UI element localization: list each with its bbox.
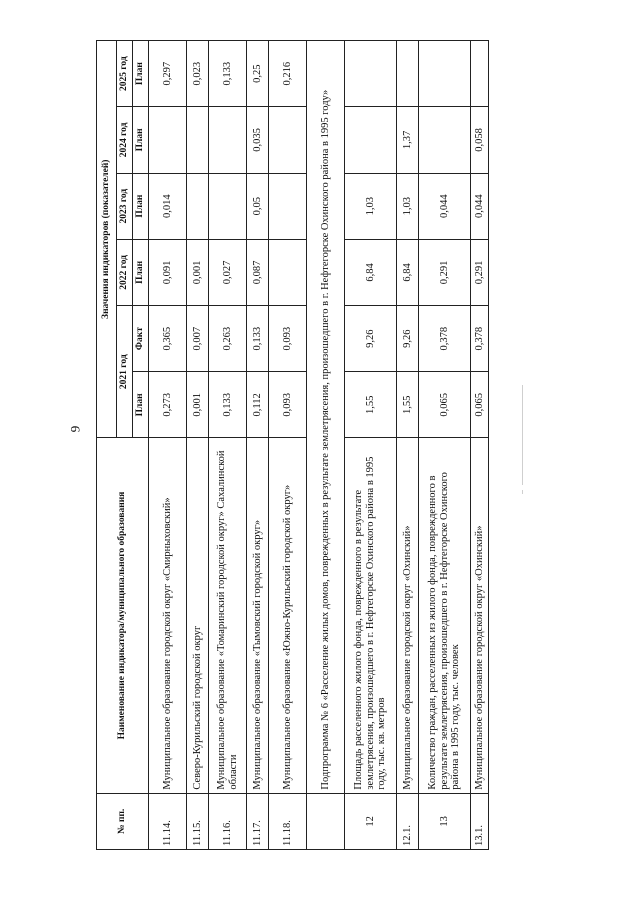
value-cell (419, 41, 471, 107)
value-cell: 0,065 (471, 372, 489, 438)
row-number: 11.17. (247, 793, 269, 849)
subprogram-row (307, 41, 345, 850)
header-year: 2022 год (117, 239, 133, 305)
value-cell: 9,26 (397, 306, 419, 372)
value-cell: 0,001 (187, 372, 209, 438)
value-cell: 0,093 (269, 306, 307, 372)
header-year: 2021 год (117, 306, 133, 438)
value-cell: 0,007 (187, 306, 209, 372)
table-row (149, 41, 187, 850)
row-number: 13.1. (471, 793, 489, 849)
value-cell (419, 107, 471, 173)
value-cell: 6,84 (345, 239, 397, 305)
value-cell (471, 41, 489, 107)
value-cell: 0,263 (209, 306, 247, 372)
row-number: 11.16. (209, 793, 247, 849)
row-number: 13 (419, 793, 471, 849)
table-row (247, 41, 269, 850)
indicator-name: Муниципальное образование городской округ «Охинский» (471, 438, 489, 793)
indicator-name: Муниципальное образование «Томаринский городской округ» Сахалинской области (209, 438, 247, 793)
value-cell: 0,273 (149, 372, 187, 438)
value-cell: 0,291 (419, 239, 471, 305)
value-cell: 0,023 (187, 41, 209, 107)
indicator-name: Северо-Курильский городской округ (187, 438, 209, 793)
value-cell: 0,133 (209, 372, 247, 438)
header-year: 2023 год (117, 173, 133, 239)
value-cell (187, 107, 209, 173)
indicator-name: Муниципальное образование городской округ «Смирныховский» (149, 438, 187, 793)
value-cell: 0,378 (471, 306, 489, 372)
value-cell: 0,014 (149, 173, 187, 239)
value-cell: 0,058 (471, 107, 489, 173)
header-sub: План (133, 372, 149, 438)
value-cell: 0,05 (247, 173, 269, 239)
value-cell (187, 173, 209, 239)
scan-mark (522, 490, 523, 494)
header-sub: План (133, 107, 149, 173)
header-year: 2024 год (117, 107, 133, 173)
value-cell: 6,84 (397, 239, 419, 305)
page-number: 9 (67, 425, 83, 433)
value-cell: 0,291 (471, 239, 489, 305)
header-sub: План (133, 41, 149, 107)
value-cell: 0,027 (209, 239, 247, 305)
indicator-name: Муниципальное образование городской округ «Охинский» (397, 438, 419, 793)
indicator-name: Площадь расселенного жилого фонда, поврежденного в результате землетрясения, произошедшего в г. Нефтегорске Охинского района в 1995 году, тыс. кв. метров (345, 438, 397, 793)
row-number-empty (307, 793, 345, 849)
value-cell: 0,093 (269, 372, 307, 438)
table-header (97, 41, 149, 850)
indicator-name: Количество граждан, расселенных из жилого фонда, поврежденного в результате землетрясения, произошедшего в г. Нефтегорске Охинского района в 1995 году, тыс. человек (419, 438, 471, 793)
scan-mark (522, 385, 523, 485)
table-row (345, 41, 397, 850)
value-cell: 0,133 (209, 41, 247, 107)
value-cell: 0,25 (247, 41, 269, 107)
header-sub: План (133, 239, 149, 305)
indicators-table (96, 40, 489, 850)
value-cell (269, 107, 307, 173)
value-cell: 0,091 (149, 239, 187, 305)
header-no: № пп. (97, 793, 149, 849)
value-cell: 1,03 (397, 173, 419, 239)
value-cell: 0,087 (247, 239, 269, 305)
row-number: 12 (345, 793, 397, 849)
value-cell: 0,365 (149, 306, 187, 372)
value-cell (149, 107, 187, 173)
table-row (419, 41, 471, 850)
value-cell: 0,133 (247, 306, 269, 372)
rotated-table-frame (96, 40, 485, 850)
header-sub: Факт (133, 306, 149, 372)
value-cell: 0,044 (471, 173, 489, 239)
header-sub: План (133, 173, 149, 239)
value-cell: 9,26 (345, 306, 397, 372)
header-name: Наименование индикатора/муниципального образования (97, 438, 149, 793)
row-number: 11.18. (269, 793, 307, 849)
indicator-name: Муниципальное образование «Южно-Курильский городской округ» (269, 438, 307, 793)
row-number: 11.15. (187, 793, 209, 849)
table-row (269, 41, 307, 850)
row-number: 11.14. (149, 793, 187, 849)
value-cell: 0,044 (419, 173, 471, 239)
row-number: 12.1. (397, 793, 419, 849)
value-cell: 0,112 (247, 372, 269, 438)
subprogram-title: Подпрограмма № 6 «Расселение жилых домов, поврежденных в результате землетрясения, произошедшего в г. Нефтегорске Охинского района в 1995 году» (307, 41, 345, 794)
indicator-name: Муниципальное образование «Тымовский городской округ» (247, 438, 269, 793)
value-cell: 1,55 (345, 372, 397, 438)
table-row (397, 41, 419, 850)
value-cell: 0,216 (269, 41, 307, 107)
value-cell (345, 41, 397, 107)
table-body (149, 41, 489, 850)
table-row (471, 41, 489, 850)
table-row (209, 41, 247, 850)
value-cell: 0,001 (187, 239, 209, 305)
value-cell (269, 173, 307, 239)
value-cell: 0,297 (149, 41, 187, 107)
value-cell: 0,065 (419, 372, 471, 438)
value-cell (209, 107, 247, 173)
value-cell (397, 41, 419, 107)
value-cell (345, 107, 397, 173)
value-cell: 0,378 (419, 306, 471, 372)
header-values-title: Значения индикаторов (показателей) (97, 41, 117, 438)
value-cell (209, 173, 247, 239)
value-cell: 1,03 (345, 173, 397, 239)
value-cell: 1,55 (397, 372, 419, 438)
header-year: 2025 год (117, 41, 133, 107)
value-cell (269, 239, 307, 305)
value-cell: 0,035 (247, 107, 269, 173)
value-cell: 1,37 (397, 107, 419, 173)
table-row (187, 41, 209, 850)
